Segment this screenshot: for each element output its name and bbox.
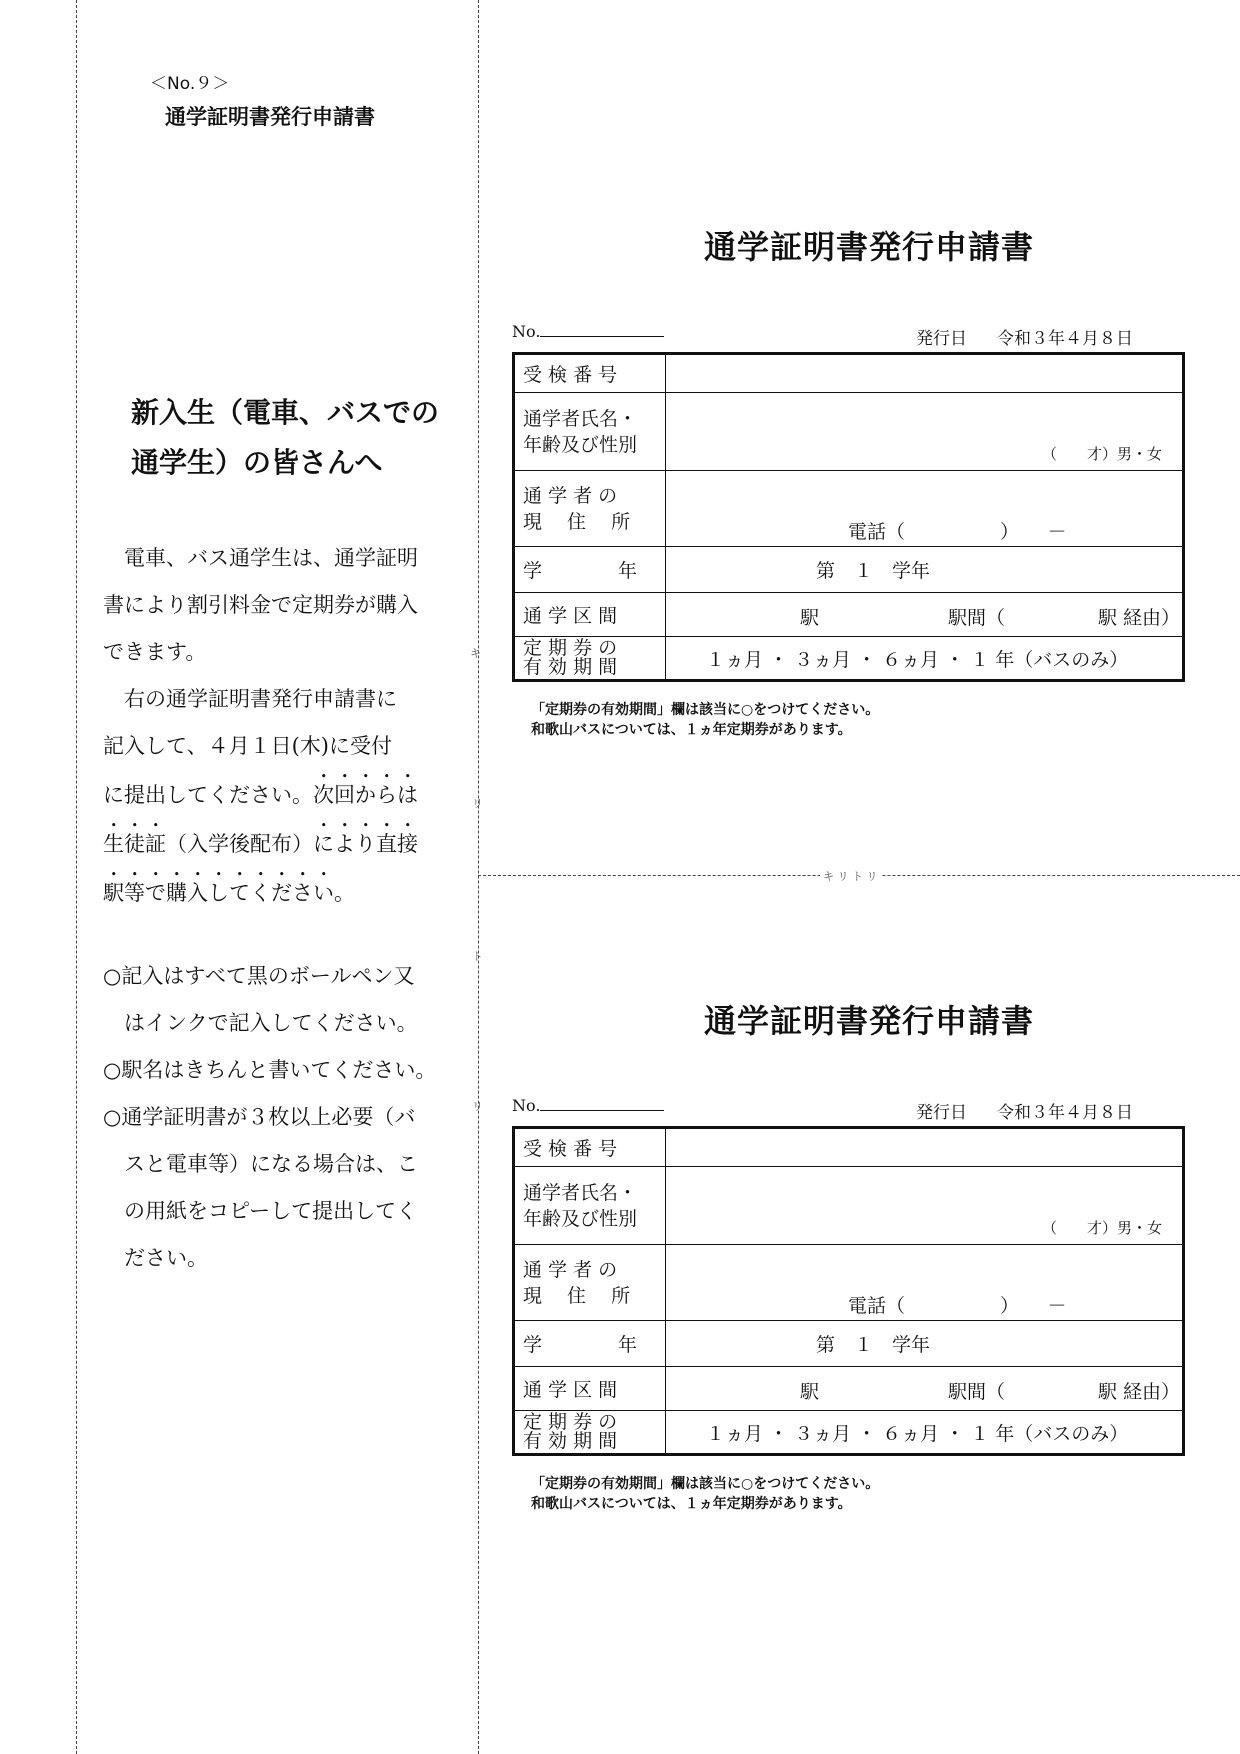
form1-section-station: 駅 <box>800 607 820 629</box>
form1-no-field[interactable] <box>540 320 664 337</box>
form2-section-via: 駅 経由） <box>1097 1381 1180 1403</box>
notice-body <box>103 535 475 917</box>
bullet2-line1: ○駅名はきちんと書いてください。 <box>103 1058 437 1082</box>
form2-age-sex[interactable]: （ 才）男・女 <box>1041 1219 1162 1237</box>
form2-note1: 「定期券の有効期間」欄は該当に○をつけてください。 <box>531 1476 880 1492</box>
para2-line3-a: に提出してください。 <box>103 783 313 807</box>
para2-line2: 記入して、４月１日(木)に受付 <box>103 734 392 758</box>
form1-name-label: 通学者氏名・ 年齢及び性別 <box>514 393 666 471</box>
form2-name-field[interactable] <box>666 1167 1184 1245</box>
form1-grade-value: 第 １ 学年 <box>666 547 1184 593</box>
para1-line2: 書により割引料金で定期券が購入 <box>103 593 418 617</box>
form2-issue-label: 発行日 <box>916 1103 967 1123</box>
cut-mark-ri: リ <box>472 797 483 810</box>
cut-mark-ri2: リ <box>472 1100 483 1113</box>
form2-title: 通学証明書発行申請書 <box>704 1002 1035 1040</box>
form2-note2: 和歌山バスについては、１ヵ年定期券があります。 <box>531 1496 852 1512</box>
form2-issue <box>916 1098 1133 1123</box>
form1-no <box>512 320 664 341</box>
form2-address-field[interactable] <box>666 1245 1184 1321</box>
form2-validity-label: 定 期 券 の 有 効 期 間 <box>514 1411 666 1455</box>
left-number: ＜No.９＞ <box>150 74 230 94</box>
form2-issue-date: 令和３年４月８日 <box>997 1103 1133 1123</box>
form2-section-station: 駅 <box>800 1381 820 1403</box>
para2-line5-a: 駅等で購入してください <box>103 881 334 905</box>
form2-grade-label: 学 年 <box>514 1321 666 1367</box>
form1-section-label: 通 学 区 間 <box>514 593 666 637</box>
form2-validity-options[interactable]: １ヵ月 ・ ３ヵ月 ・ ６ヵ月 ・ １ 年（バスのみ） <box>666 1411 1184 1455</box>
form2-address-label: 通 学 者 の 現 住 所 <box>514 1245 666 1321</box>
form2-section-between: 駅間（ <box>948 1381 1006 1403</box>
form1-section-field[interactable] <box>666 593 1184 637</box>
notice-heading <box>131 388 471 488</box>
form1-table <box>512 352 1185 682</box>
form1-validity-label: 定 期 券 の 有 効 期 間 <box>514 637 666 681</box>
para2-line3-b: 次回からは <box>313 783 418 807</box>
bullet1-line1: ○記入はすべて黒のボールペン又 <box>103 964 415 988</box>
cut-mark-horizontal: キ リ ト リ <box>820 868 881 884</box>
form1-age-sex[interactable]: （ 才）男・女 <box>1041 445 1162 463</box>
para1-line1: 電車、バス通学生は、通学証明 <box>124 546 418 570</box>
para2-line4-b: （入学後配布） <box>166 832 313 856</box>
form1-note2: 和歌山バスについては、１ヵ年定期券があります。 <box>531 722 852 738</box>
para2-line4-c: により直接 <box>313 832 418 856</box>
form1-note1: 「定期券の有効期間」欄は該当に○をつけてください。 <box>531 702 880 718</box>
form1-grade-label: 学 年 <box>514 547 666 593</box>
bullet3-line4: ださい。 <box>103 1246 208 1270</box>
bullet3-line2: スと電車等）になる場合は、こ <box>103 1152 418 1176</box>
form1-notes <box>531 700 879 740</box>
form2-exam-number-field[interactable] <box>666 1128 1184 1167</box>
left-margin-line <box>76 0 77 1754</box>
form1-section-between: 駅間（ <box>948 607 1006 629</box>
form1-section-via: 駅 経由） <box>1097 607 1180 629</box>
notice-heading-line1: 新入生（電車、バスでの <box>131 396 440 429</box>
form1-validity-options[interactable]: １ヵ月 ・ ３ヵ月 ・ ６ヵ月 ・ １ 年（バスのみ） <box>666 637 1184 681</box>
form1-name-field[interactable] <box>666 393 1184 471</box>
form2-no-label: No. <box>512 1096 541 1115</box>
form1-exam-number-label: 受 検 番 号 <box>514 354 666 393</box>
bullet3-line3: の用紙をコピーして提出してく <box>103 1199 418 1223</box>
instructions <box>103 953 483 1282</box>
form1-phone[interactable]: 電話（ ） － <box>848 521 1067 543</box>
form2-exam-number-label: 受 検 番 号 <box>514 1128 666 1167</box>
para2-line5 <box>103 868 475 917</box>
form2-grade-value: 第 １ 学年 <box>666 1321 1184 1367</box>
form2-no-field[interactable] <box>540 1094 664 1111</box>
form1-address-label: 通 学 者 の 現 住 所 <box>514 471 666 547</box>
form2-phone[interactable]: 電話（ ） － <box>848 1295 1067 1317</box>
form2-table <box>512 1126 1185 1456</box>
bullet3-line1: ○通学証明書が３枚以上必要（バ <box>103 1105 416 1129</box>
para1-line3: できます。 <box>103 640 207 664</box>
form1-no-label: No. <box>512 322 541 341</box>
form2-name-label: 通学者氏名・ 年齢及び性別 <box>514 1167 666 1245</box>
form1-exam-number-field[interactable] <box>666 354 1184 393</box>
form2-section-field[interactable] <box>666 1367 1184 1411</box>
form2-no <box>512 1094 664 1115</box>
para2-line4 <box>103 819 475 868</box>
cut-mark-ki: キ <box>470 647 481 660</box>
para2-line3 <box>103 770 475 819</box>
form1-issue-label: 発行日 <box>916 329 967 349</box>
form1-title: 通学証明書発行申請書 <box>704 228 1035 266</box>
form1-address-field[interactable] <box>666 471 1184 547</box>
form2-section-label: 通 学 区 間 <box>514 1367 666 1411</box>
notice-heading-line2: 通学生）の皆さんへ <box>131 446 383 479</box>
para2-line1: 右の通学証明書発行申請書に <box>124 687 397 711</box>
form2-notes <box>531 1474 879 1514</box>
para2-line5-b: 。 <box>334 881 355 905</box>
para2-line4-a: 生徒証 <box>103 832 166 856</box>
form1-issue-date: 令和３年４月８日 <box>997 329 1133 349</box>
form1-issue <box>916 324 1133 349</box>
cut-mark-to: ト <box>472 950 483 963</box>
bullet1-line2: はインクで記入してください。 <box>103 1011 418 1035</box>
vertical-cut-line <box>478 0 479 1754</box>
left-title: 通学証明書発行申請書 <box>165 105 375 129</box>
